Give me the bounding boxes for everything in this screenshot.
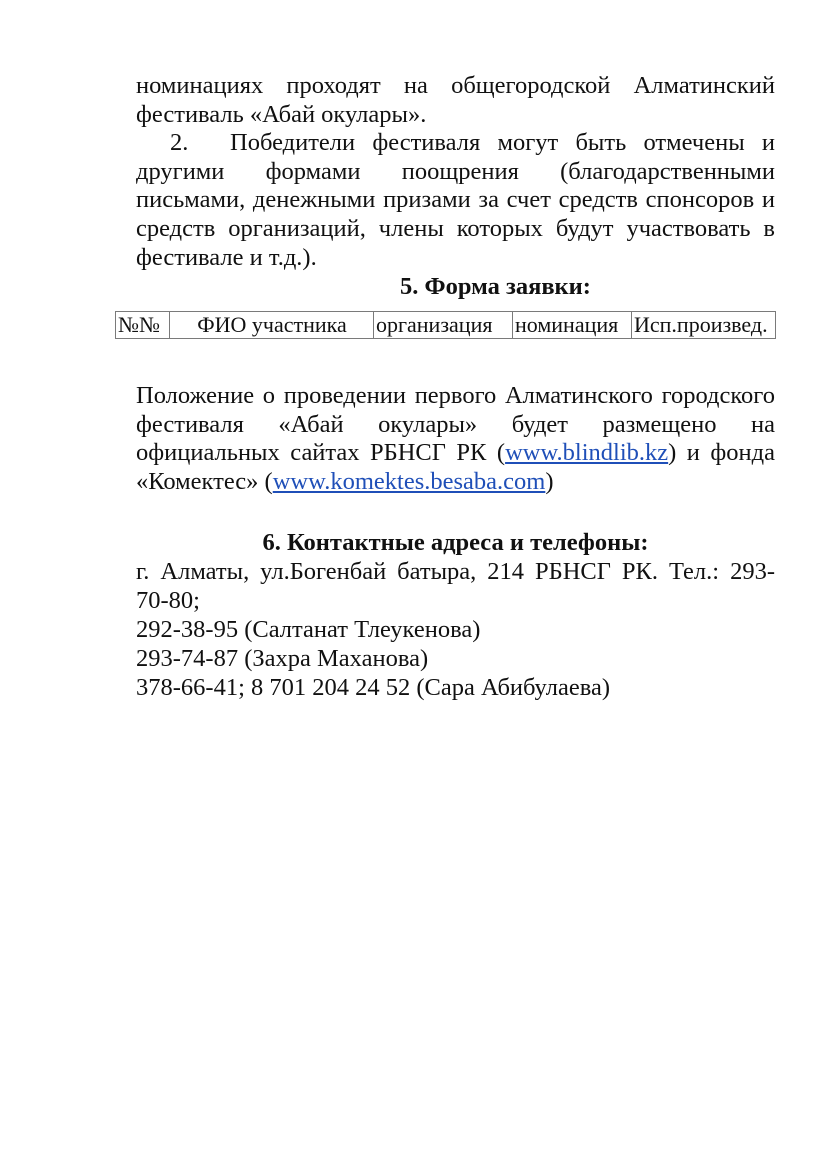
notice-text: Положение о проведении первого Алматинского городского фестиваля «Абай окулары» будет размещено на официальных сайтах РБНСГ РК (: [136, 382, 775, 467]
column-header-number: №№: [116, 312, 170, 339]
item-number: 2.: [170, 129, 189, 157]
link-komektes[interactable]: www.komektes.besaba.com: [272, 467, 546, 495]
paragraph-notice: [136, 382, 775, 496]
contact-address: г. Алматы, ул.Богенбай батыра, 214 РБНСГ РК. Тел.: 293-: [136, 558, 775, 585]
paragraph-nominations: [136, 72, 775, 129]
paragraph-item-2: [136, 129, 775, 272]
notice-text: ): [545, 467, 554, 495]
table-header-row: [116, 312, 776, 339]
paragraph-line: фестиваль «Абай окулары».: [136, 100, 427, 128]
document-page-top: [136, 72, 775, 302]
column-header-nomination: номинация: [513, 312, 632, 339]
contact-phone: 292-38-95 (Салтанат Тлеукенова): [136, 616, 481, 643]
column-header-full-name: ФИО участника: [170, 312, 374, 339]
column-header-performed-work: Исп.произвед.: [632, 312, 776, 339]
section-heading-application-form: 5. Форма заявки:: [400, 273, 591, 301]
column-header-organization: организация: [374, 312, 513, 339]
contact-phone: 378-66-41; 8 701 204 24 52 (Сара Абибулаева): [136, 674, 610, 701]
contact-address-continued: 70-80;: [136, 587, 200, 614]
section-heading-contacts: 6. Контактные адреса и телефоны:: [262, 529, 649, 556]
contact-phone: 293-74-87 (Захра Маханова): [136, 645, 429, 672]
paragraph-line: номинациях проходят на общегородской Алматинский: [136, 72, 775, 99]
item-text: Победители фестиваля могут быть отмечены и другими формами поощрения (благодарственными письмами, денежными призами за счет средств спонсоров и средств организаций, члены которых будут участвовать в фестивале и т.д.).: [136, 129, 775, 271]
link-blindlib[interactable]: www.blindlib.kz: [505, 439, 669, 467]
application-form-table: [115, 311, 776, 339]
notice-text: ) и фонда «Комектес» (: [136, 439, 775, 495]
contacts-block: [136, 528, 775, 702]
notice-block: [136, 382, 775, 496]
